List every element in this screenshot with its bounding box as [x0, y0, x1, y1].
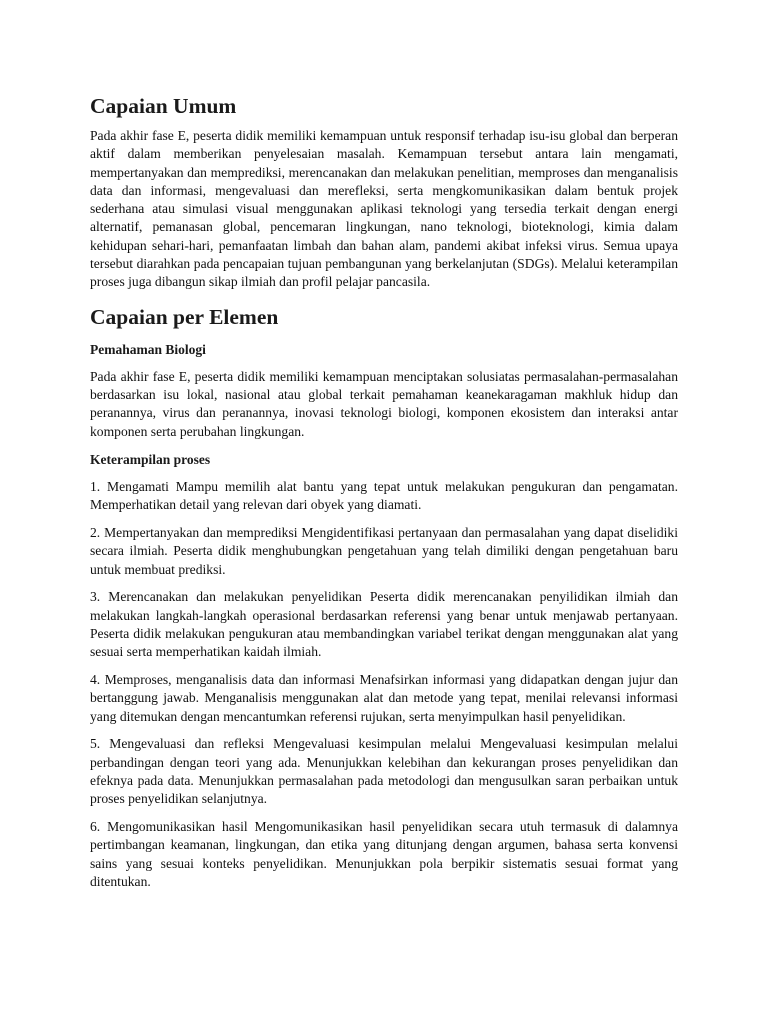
heading-capaian-per-elemen: Capaian per Elemen: [90, 304, 279, 329]
list-item-mempertanyakan: 2. Mempertanyakan dan memprediksi Mengidentifikasi pertanyaan dan permasalahan yang dapat diselidiki secara ilmiah. Peserta didik menghubungkan pengetahuan yang telah dimiliki dengan pengetahuan baru untuk membuat prediksi.: [90, 524, 678, 577]
paragraph-pemahaman-biologi: Pada akhir fase E, peserta didik memiliki kemampuan menciptakan solusiatas permasalahan-permasalahan berdasarkan isu lokal, nasional atau global terkait pemahaman keanekaragaman makhluk hidup dan peranannya, virus dan peranannya, inovasi teknologi biologi, komponen ekosistem dan interaksi antar komponen serta perubahan lingkungan.: [90, 368, 678, 439]
subheading-pemahaman-biologi: Pemahaman Biologi: [90, 341, 206, 357]
list-item-merencanakan: 3. Merencanakan dan melakukan penyelidikan Peserta didik merencanakan penyilidikan ilmiah dan melakukan langkah-langkah operasional berdasarkan referensi yang benar untuk menjawab pertanyaan. Peserta didik melakukan pengukuran atau membandingkan variabel terikat dengan menggunakan alat yang sesuai serta memperhatikan kaidah ilmiah.: [90, 589, 678, 660]
list-item-mengamati: 1. Mengamati Mampu memilih alat bantu yang tepat untuk melakukan pengukuran dan pengamatan. Memperhatikan detail yang relevan dari obyek yang diamati.: [90, 478, 678, 513]
document-page: [90, 92, 678, 901]
heading-capaian-umum: Capaian Umum: [90, 94, 237, 118]
paragraph-capaian-umum: Pada akhir fase E, peserta didik memiliki kemampuan untuk responsif terhadap isu-isu global dan berperan aktif dalam memberikan penyelesaian masalah. Kemampuan tersebut antara lain mengamati, mempertanyakan dan memprediksi, merencanakan dan melakukan penelitian, memproses dan menganalisis data dan informasi, mengevaluasi dan merefleksi, serta mengkomunikasikan dalam bentuk projek sederhana atau simulasi visual menggunakan aplikasi teknologi yang tersedia terkait dengan energi alternatif, pemanasan global, pencemaran lingkungan, nano teknologi, bioteknologi, kimia dalam kehidupan sehari-hari, pemanfaatan limbah dan bahan alam, pandemi akibat infeksi virus. Semua upaya tersebut diarahkan pada pencapaian tujuan pembangunan yang berkelanjutan (SDGs). Melalui keterampilan proses juga dibangun sikap ilmiah dan profil pelajar pancasila.: [90, 128, 678, 290]
list-item-mengevaluasi: 5. Mengevaluasi dan refleksi Mengevaluasi kesimpulan melalui Mengevaluasi kesimpulan melalui perbandingan dengan teori yang ada. Menunjukkan kelebihan dan kekurangan proses penyelidikan dan efeknya pada data. Menunjukkan permasalahan pada metodologi dan mengusulkan saran perbaikan untuk proses penyelidikan selanjutnya.: [90, 736, 678, 807]
subheading-keterampilan-proses: Keterampilan proses: [90, 451, 211, 467]
list-item-memproses: 4. Memproses, menganalisis data dan informasi Menafsirkan informasi yang didapatkan dengan jujur dan bertanggung jawab. Menganalisis menggunakan alat dan metode yang tepat, menilai relevansi informasi yang ditemukan dengan mencantumkan referensi rujukan, serta menyimpulkan hasil penyelidikan.: [90, 672, 678, 724]
list-item-mengomunikasikan: 6. Mengomunikasikan hasil Mengomunikasikan hasil penyelidikan secara utuh termasuk di dalamnya pertimbangan keamanan, lingkungan, dan etika yang ditunjang dengan argumen, bahasa serta konvensi sains yang sesuai konteks penyelidikan. Menunjukkan pola berpikir sistematis sesuai format yang ditentukan.: [90, 819, 678, 889]
